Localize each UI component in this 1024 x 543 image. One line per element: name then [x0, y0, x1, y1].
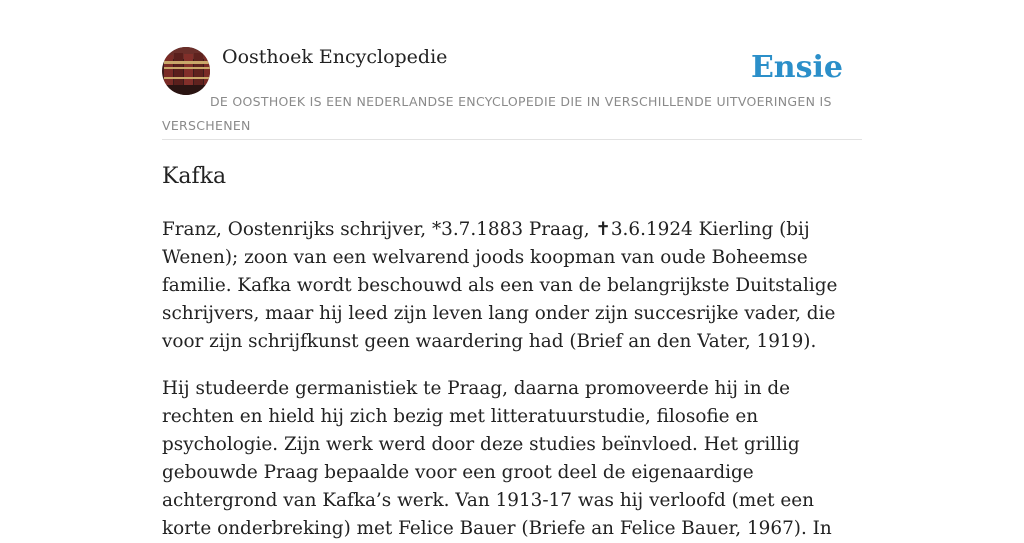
brand-logo[interactable]: Ensie — [750, 50, 843, 85]
encyclopedia-avatar[interactable] — [162, 47, 210, 95]
site-tagline: DE OOSTHOEK IS EEN NEDERLANDSE ENCYCLOPEDIE DIE IN VERSCHILLENDE UITVOERINGEN IS VERSCHENEN — [162, 94, 832, 133]
entry-paragraph: Hij studeerde germanistiek te Praag, daarna promoveerde hij in de rechten en hield hij zich bezig met litteratuurstudie, filosofie en psychologie. Zijn werk werd door deze studies beïnvloed. Het grillig gebouwde Praag bepaalde voor een groot deel de eigenaardige achtergrond van Kafka’s werk. Van 1913-17 was hij verloofd (met een korte onderbreking) met Felice Bauer (Briefe an Felice Bauer, 1967). In — [162, 378, 832, 539]
book-spines-icon — [162, 47, 210, 95]
entry-title: Kafka — [162, 164, 227, 189]
header-divider — [162, 139, 862, 140]
entry-paragraph: Franz, Oostenrijks schrijver, *3.7.1883 Praag, ✝3.6.1924 Kierling (bij Wenen); zoon van een welvarend joods koopman van oude Boheemse familie. Kafka wordt beschouwd als een van de belangrijkste Duitstalige schrijvers, maar hij leed zijn leven lang onder zijn succesrijke vader, die voor zijn schrijfkunst geen waardering had (Brief an den Vater, 1919). — [162, 219, 838, 352]
site-title[interactable]: Oosthoek Encyclopedie — [222, 46, 448, 68]
